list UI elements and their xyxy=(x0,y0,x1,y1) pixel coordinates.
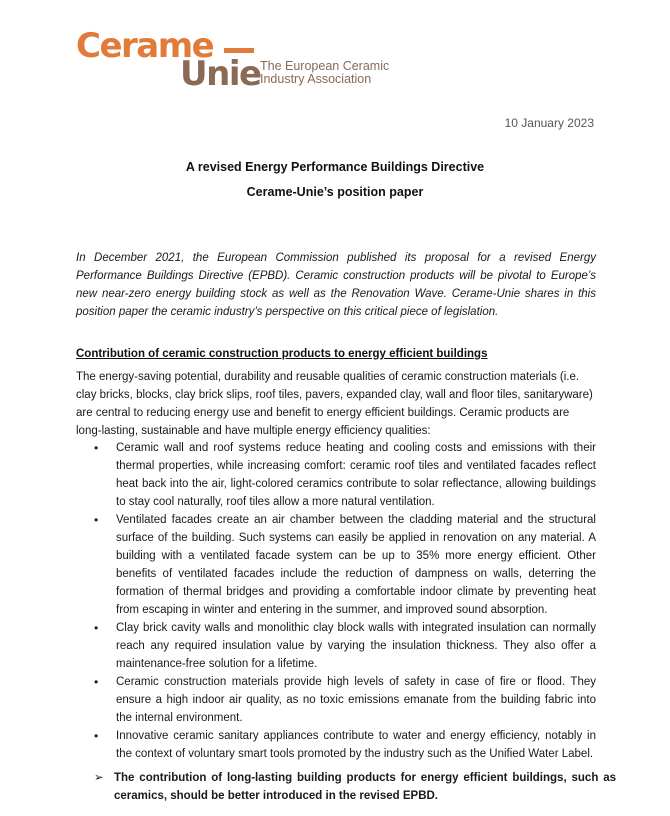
section-paragraph: The energy-saving potential, durability and reusable qualities of ceramic construction materials (i.e. clay bricks, blocks, clay brick slips, roof tiles, pavers, expanded clay, wall and floor tiles, sanitaryware) are central to reducing energy use and benefit to energy efficient buildings. Ceramic products are long-lasting, sustainable and have multiple energy efficiency qualities: xyxy=(76,371,593,437)
list-item-text: Innovative ceramic sanitary appliances contribute to water and energy efficiency, notably in the context of voluntary smart tools promoted by the industry such as the Unified Water Label. xyxy=(116,730,596,760)
bullet-icon: • xyxy=(94,729,99,743)
bullet-icon: • xyxy=(94,675,99,689)
conclusion-text: The contribution of long-lasting building products for energy efficient buildings, such as ceramics, should be better introduced in the revised EPBD. xyxy=(114,772,616,802)
list-item-text: Ceramic construction materials provide high levels of safety in case of fire or flood. They ensure a high indoor air quality, as no toxic emissions emanate from the building fabric into the internal environment. xyxy=(116,676,596,724)
list-item xyxy=(76,727,596,763)
section-heading: Contribution of ceramic construction products to energy efficient buildings xyxy=(76,348,488,360)
list-item xyxy=(76,511,596,619)
bullet-icon: • xyxy=(94,441,99,455)
document-subtitle: Cerame-Unie’s position paper xyxy=(246,185,424,199)
logo-word-cerame: Cerame xyxy=(76,26,214,66)
list-item xyxy=(76,673,596,727)
logo-tagline-line1: The European Ceramic xyxy=(260,59,390,73)
logo-tagline xyxy=(260,60,389,86)
conclusion-statement xyxy=(94,769,616,805)
qualities-list xyxy=(76,439,596,763)
list-item-text: Ventilated facades create an air chamber between the cladding material and the structural surface of the building. Such systems can easily be applied in renovation on any material. A building with a ventilated facade system can be up to 35% more energy efficient. Other benefits of ventilated facades include the reduction of dampness on walls, deterring the formation of thermal bridges and providing a comfortable indoor climate by preventing heat from escaping in winter and entering in the summer, and improved sound absorption. xyxy=(116,514,596,616)
intro-paragraph: In December 2021, the European Commission published its proposal for a revised Energy Performance Buildings Directive (EPBD). Ceramic construction products will be pivotal to Europe’s new near-zero energy building stock as well as the Renovation Wave. Cerame-Unie shares in this position paper the ceramic industry’s perspective on this critical piece of legislation. xyxy=(76,252,596,318)
logo-dash xyxy=(224,48,254,53)
document-date: 10 January 2023 xyxy=(504,116,594,130)
document-title: A revised Energy Performance Buildings Directive xyxy=(185,160,485,174)
list-item-text: Ceramic wall and roof systems reduce heating and cooling costs and emissions with their thermal properties, while increasing comfort: ceramic roof tiles and ventilated facades reflect heat back into the air, light-colored ceramics contribute to solar reflectance, allowing buildings to stay cool naturally, roof tiles allow a more natural ventilation. xyxy=(116,442,596,508)
list-item-text: Clay brick cavity walls and monolithic clay block walls with integrated insulation can normally reach any required insulation value by varying the insulation thickness. They also offer a maintenance-free solution for a lifetime. xyxy=(116,622,596,670)
bullet-icon: • xyxy=(94,513,99,527)
logo-tagline-line2: Industry Association xyxy=(260,72,372,86)
logo-word-unie: Unie xyxy=(180,54,261,94)
list-item xyxy=(76,439,596,511)
cerame-unie-logo xyxy=(76,26,406,94)
arrow-icon: ➢ xyxy=(94,772,104,784)
bullet-icon: • xyxy=(94,621,99,635)
list-item xyxy=(76,619,596,673)
